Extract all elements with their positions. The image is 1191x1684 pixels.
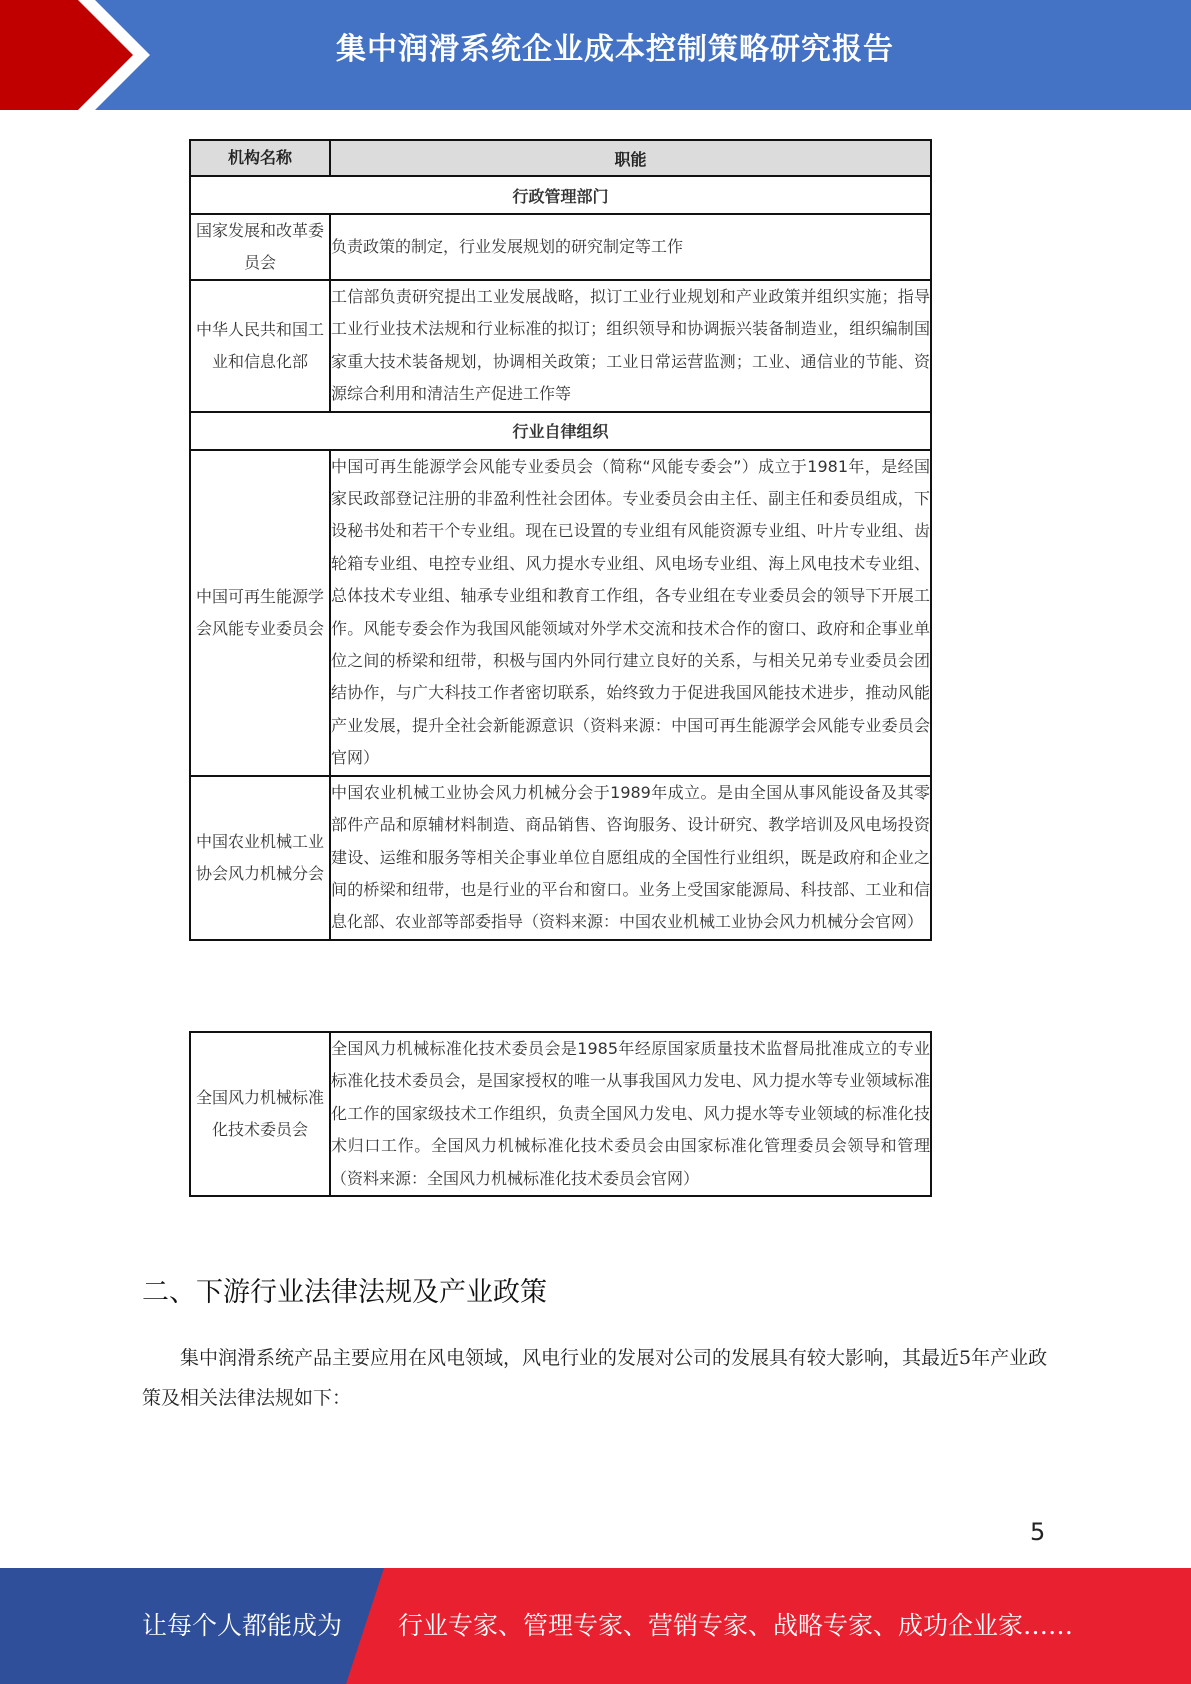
organization-table	[189, 139, 932, 941]
section-title: 行政管理部门	[190, 176, 931, 214]
section-heading: 二、下游行业法律法规及产业政策	[142, 1277, 547, 1308]
table-row	[190, 280, 931, 412]
org-name: 中国农业机械工业协会风力机械分会	[190, 776, 330, 940]
page-header	[0, 0, 1191, 110]
org-function: 中国农业机械工业协会风力机械分会于1989年成立。是由全国从事风能设备及其零部件产品和原辅材料制造、商品销售、咨询服务、设计研究、教学培训及风电场投资建设、运维和服务等相关企事业单位自愿组成的全国性行业组织，既是政府和企业之间的桥梁和纽带，也是行业的平台和窗口。业务上受国家能源局、科技部、工业和信息化部、农业部等部委指导（资料来源：中国农业机械工业协会风力机械分会官网）	[330, 776, 931, 940]
section-title: 行业自律组织	[190, 412, 931, 450]
footer-slogan-left: 让每个人都能成为	[142, 1611, 343, 1640]
org-name: 国家发展和改革委员会	[190, 214, 330, 280]
table-row	[190, 1032, 931, 1196]
org-name: 中华人民共和国工业和信息化部	[190, 280, 330, 412]
column-header-name: 机构名称	[190, 140, 330, 176]
org-name: 全国风力机械标准化技术委员会	[190, 1032, 330, 1196]
org-function: 负责政策的制定，行业发展规划的研究制定等工作	[330, 214, 931, 280]
org-function: 中国可再生能源学会风能专业委员会（简称“风能专委会”）成立于1981年，是经国家民政部登记注册的非盈利性社会团体。专业委员会由主任、副主任和委员组成，下设秘书处和若干个专业组。现在已设置的专业组有风能资源专业组、叶片专业组、齿轮箱专业组、电控专业组、风力提水专业组、风电场专业组、海上风电技术专业组、总体技术专业组、轴承专业组和教育工作组，各专业组在专业委员会的领导下开展工作。风能专委会作为我国风能领域对外学术交流和技术合作的窗口、政府和企事业单位之间的桥梁和纽带，积极与国内外同行建立良好的关系，与相关兄弟专业委员会团结协作，与广大科技工作者密切联系，始终致力于促进我国风能技术进步，推动风能产业发展，提升全社会新能源意识（资料来源：中国可再生能源学会风能专业委员会官网）	[330, 450, 931, 776]
org-name: 中国可再生能源学会风能专业委员会	[190, 450, 330, 776]
page-footer	[0, 1568, 1191, 1684]
footer-slogan-right: 行业专家、管理专家、营销专家、战略专家、成功企业家……	[398, 1611, 1074, 1640]
body-paragraph: 集中润滑系统产品主要应用在风电领域，风电行业的发展对公司的发展具有较大影响，其最近5年产业政策及相关法律法规如下：	[142, 1347, 1048, 1409]
table-row	[190, 214, 931, 280]
section-row	[190, 412, 931, 450]
organization-table-continued	[189, 1031, 932, 1197]
page-number: 5	[1030, 1518, 1046, 1546]
table-header-row	[190, 140, 931, 176]
table-row	[190, 450, 931, 776]
column-header-function: 职能	[330, 140, 931, 176]
report-title: 集中润滑系统企业成本控制策略研究报告	[336, 32, 894, 67]
table-row	[190, 776, 931, 940]
org-function: 工信部负责研究提出工业发展战略，拟订工业行业规划和产业政策并组织实施；指导工业行业技术法规和行业标准的拟订；组织领导和协调振兴装备制造业，组织编制国家重大技术装备规划，协调相关政策；工业日常运营监测；工业、通信业的节能、资源综合利用和清洁生产促进工作等	[330, 280, 931, 412]
section-row	[190, 176, 931, 214]
org-function: 全国风力机械标准化技术委员会是1985年经原国家质量技术监督局批准成立的专业标准化技术委员会，是国家授权的唯一从事我国风力发电、风力提水等专业领域标准化工作的国家级技术工作组织，负责全国风力发电、风力提水等专业领域的标准化技术归口工作。全国风力机械标准化技术委员会由国家标准化管理委员会领导和管理（资料来源：全国风力机械标准化技术委员会官网）	[330, 1032, 931, 1196]
